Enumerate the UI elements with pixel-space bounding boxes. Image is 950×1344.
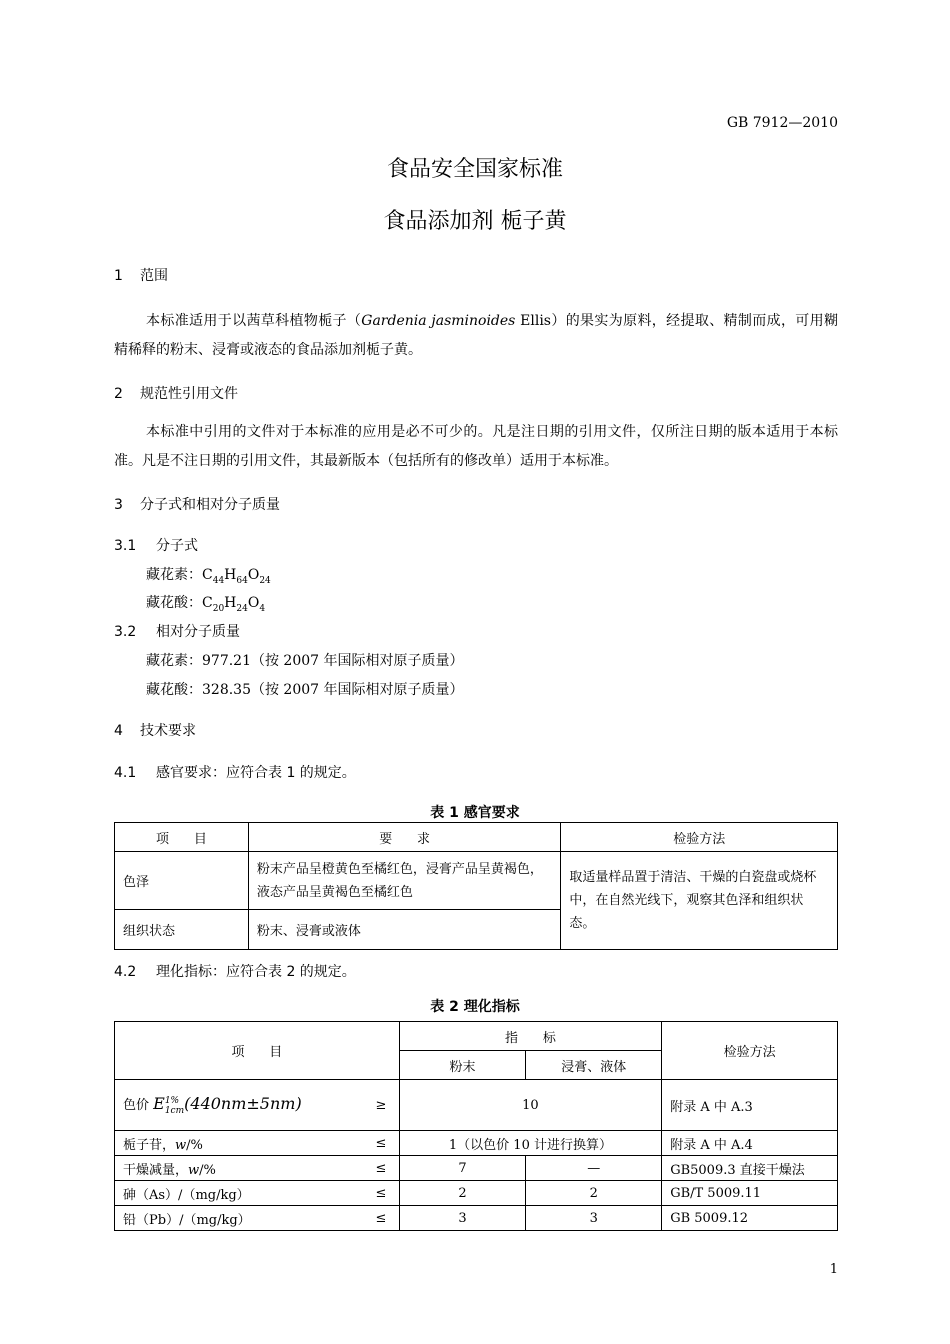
- table-physicochemical-indicators: [114, 1021, 838, 1231]
- wavelength-condition: (440nm±5nm): [184, 1094, 302, 1114]
- header-method: 检验方法: [662, 1022, 838, 1080]
- section-4-2-heading: [114, 961, 356, 981]
- table-row: [115, 1080, 838, 1131]
- cell-powder: 7: [399, 1156, 526, 1181]
- cell-method: 附录 A 中 A.4: [662, 1131, 838, 1156]
- section-3-heading: [114, 494, 280, 514]
- section-4-1-heading: [114, 762, 356, 782]
- section-1-paragraph: [114, 307, 838, 365]
- cell-value: 10: [399, 1080, 662, 1131]
- cell-requirement: 粉末、浸膏或液体: [248, 910, 561, 950]
- section-number: 1: [114, 268, 123, 284]
- section-title: 分子式: [156, 538, 198, 554]
- text: 本标准适用于以茜草科植物栀子（: [146, 313, 362, 329]
- molecular-mass-crocetin: 藏花酸：328.35（按 2007 年国际相对原子质量）: [146, 682, 464, 698]
- cell-item: 色价 E1% 1cm(440nm±5nm): [115, 1080, 364, 1131]
- table-row: [115, 1131, 838, 1156]
- document-title: 食品安全国家标准: [386, 157, 563, 182]
- cell-item: 栀子苷，w/%: [115, 1131, 364, 1156]
- section-3-2-heading: [114, 621, 240, 641]
- table-sensory-requirements: [114, 822, 838, 950]
- table-row: [115, 1181, 838, 1206]
- text: Ellis）的果实为原料，经提取、精制而成，可用糊精稀释的粉末、浸膏或液态的食品添加剂栀子黄。: [114, 313, 838, 358]
- cell-method: 附录 A 中 A.3: [662, 1080, 838, 1131]
- header-method: 检验方法: [561, 823, 838, 852]
- table-row: [115, 852, 838, 910]
- cell-powder: 3: [399, 1206, 526, 1231]
- section-number: 4: [114, 723, 123, 739]
- cell-requirement: 粉末产品呈橙黄色至橘红色，浸膏产品呈黄褐色，液态产品呈黄褐色至橘红色: [248, 852, 561, 910]
- section-number: 3.1: [114, 538, 137, 554]
- header-item: 项 目: [115, 823, 249, 852]
- formula-label: 藏花素：: [146, 567, 202, 583]
- document-subtitle: 食品添加剂 栀子黄: [383, 209, 567, 234]
- latin-name: Gardenia jasminoides: [361, 313, 516, 329]
- section-title: 规范性引用文件: [140, 386, 238, 402]
- cell-liquid: 3: [526, 1206, 662, 1231]
- table-1-caption: 表 1 感官要求: [430, 805, 520, 821]
- cell-method: 取适量样品置于清洁、干燥的白瓷盘或烧杯中，在自然光线下，观察其色泽和组织状态。: [561, 852, 838, 950]
- cell-operator: ≤: [363, 1131, 399, 1156]
- section-title: 分子式和相对分子质量: [140, 497, 280, 513]
- header-requirement: 要 求: [248, 823, 561, 852]
- section-2-paragraph: 本标准中引用的文件对于本标准的应用是必不可少的。凡是注日期的引用文件，仅所注日期的版本适用于本标准。凡是不注日期的引用文件，其最新版本（包括所有的修改单）适用于本标准。: [114, 424, 838, 469]
- table-header-row: [115, 1022, 838, 1051]
- cell-operator: ≤: [363, 1206, 399, 1231]
- section-number: 3: [114, 497, 123, 513]
- table-header-row: [115, 823, 838, 852]
- formula-crocetin: 藏花酸：$C_{20}H_{24}O_4$: [146, 595, 266, 614]
- cell-item: 砷（As）/（mg/kg）: [115, 1181, 364, 1206]
- cell-item: 干燥减量，w/%: [115, 1156, 364, 1181]
- section-title: 理化指标：应符合表 2 的规定。: [156, 964, 356, 980]
- extinction-symbol: E: [153, 1094, 165, 1114]
- cell-operator: ≤: [363, 1181, 399, 1206]
- section-title: 相对分子质量: [156, 624, 240, 640]
- header-indicator: 指 标: [399, 1022, 662, 1051]
- table-row: [115, 1206, 838, 1231]
- cell-value: 1（以色价 10 计进行换算）: [399, 1131, 662, 1156]
- table-row: [115, 1156, 838, 1181]
- section-number: 3.2: [114, 624, 137, 640]
- standard-number: GB 7912—2010: [726, 115, 838, 131]
- section-number: 4.1: [114, 765, 137, 781]
- cell-item: 色泽: [115, 852, 249, 910]
- section-3-1-heading: [114, 535, 198, 555]
- section-title: 感官要求：应符合表 1 的规定。: [156, 765, 356, 781]
- cell-liquid: 2: [526, 1181, 662, 1206]
- section-number: 2: [114, 386, 123, 402]
- cell-method: GB/T 5009.11: [662, 1181, 838, 1206]
- table-2-caption: 表 2 理化指标: [430, 999, 520, 1015]
- section-title: 范围: [140, 268, 168, 284]
- cell-operator: ≤: [363, 1156, 399, 1181]
- section-2-heading: [114, 383, 238, 403]
- cell-method: GB5009.3 直接干燥法: [662, 1156, 838, 1181]
- cell-item: 铅（Pb）/（mg/kg）: [115, 1206, 364, 1231]
- formula-crocin: 藏花素：$C_{44}H_{64}O_{24}$: [146, 567, 271, 586]
- molecular-mass-crocin: 藏花素：977.21（按 2007 年国际相对原子质量）: [146, 653, 464, 669]
- formula-label: 藏花酸：: [146, 595, 202, 611]
- section-title: 技术要求: [140, 723, 196, 739]
- cell-method: GB 5009.12: [662, 1206, 838, 1231]
- cell-liquid: —: [526, 1156, 662, 1181]
- section-4-heading: [114, 720, 196, 740]
- section-1-heading: [114, 265, 168, 285]
- header-item: 项 目: [115, 1022, 400, 1080]
- cell-powder: 2: [399, 1181, 526, 1206]
- cell-operator: ≥: [363, 1080, 399, 1131]
- page-number: 1: [829, 1262, 838, 1277]
- section-number: 4.2: [114, 964, 137, 980]
- cell-item: 组织状态: [115, 910, 249, 950]
- header-paste-liquid: 浸膏、液体: [526, 1051, 662, 1080]
- header-powder: 粉末: [399, 1051, 526, 1080]
